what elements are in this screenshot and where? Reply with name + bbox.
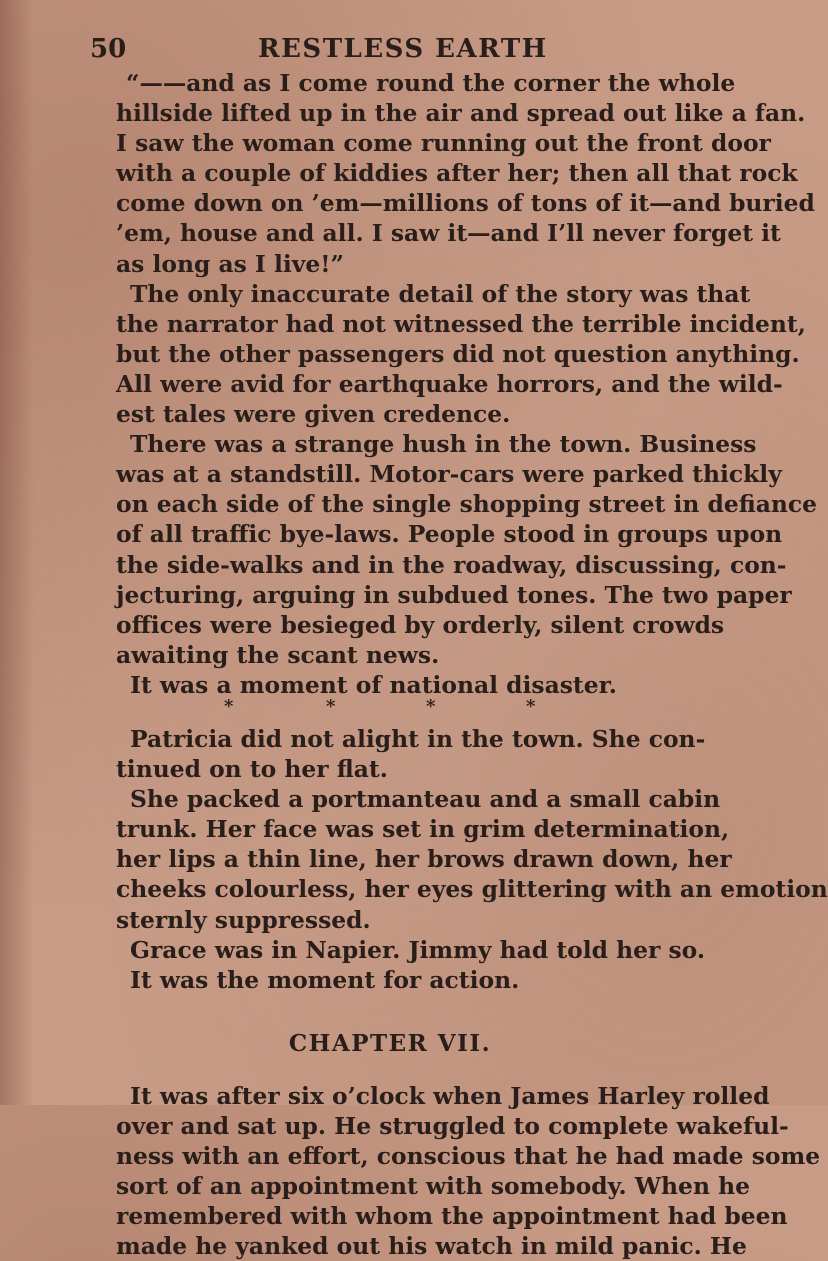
asterisk: *	[326, 695, 336, 717]
text-line: It was the moment for action.	[130, 965, 520, 994]
text-line: There was a strange hush in the town. Business	[130, 430, 757, 459]
text-line: tinued on to her flat.	[116, 755, 388, 784]
page-edge-shadow	[0, 0, 34, 1105]
body-text	[116, 68, 828, 1261]
text-line: was at a standstill. Motor-cars were parked thickly	[116, 460, 782, 489]
chapter-heading: CHAPTER VII.	[288, 1029, 492, 1057]
running-head: RESTLESS EARTH	[258, 34, 548, 64]
text-line: as long as I live!”	[116, 249, 344, 278]
text-line: offices were besieged by orderly, silent crowds	[116, 610, 725, 639]
text-line: ness with an effort, conscious that he had made some	[116, 1142, 821, 1171]
text-line: with a couple of kiddies after her; then all that rock	[116, 159, 798, 188]
text-line: She packed a portmanteau and a small cabin	[130, 785, 721, 814]
text-line: made he yanked out his watch in mild panic. He	[116, 1232, 747, 1261]
text-line: cheeks colourless, her eyes glittering with an emotion	[116, 875, 828, 904]
text-line: Patricia did not alight in the town. She con-	[130, 724, 706, 753]
text-line: Grace was in Napier. Jimmy had told her so.	[130, 935, 705, 964]
text-line: I saw the woman come running out the front door	[116, 129, 771, 158]
text-line: her lips a thin line, her brows drawn down, her	[116, 845, 732, 874]
text-line: awaiting the scant news.	[116, 640, 440, 669]
text-line: sort of an appointment with somebody. When he	[116, 1172, 750, 1201]
text-line: jecturing, arguing in subdued tones. The two paper	[116, 580, 792, 609]
text-line: on each side of the single shopping street in defiance	[116, 490, 818, 519]
page-header	[90, 34, 640, 68]
text-line: trunk. Her face was set in grim determination,	[116, 815, 730, 844]
text-line: of all traffic bye-laws. People stood in groups upon	[116, 520, 783, 549]
text-line: All were avid for earthquake horrors, and the wild-	[116, 369, 783, 398]
text-line: hillside lifted up in the air and spread out like a fan.	[116, 99, 806, 128]
asterisk: *	[224, 695, 234, 717]
text-line: ’em, house and all. I saw it—and I’ll never forget it	[116, 219, 781, 248]
text-line: It was a moment of national disaster.	[130, 670, 617, 699]
text-line: It was after six o’clock when James Harley rolled	[130, 1081, 770, 1110]
text-line: come down on ’em—millions of tons of it—and buried	[116, 189, 815, 218]
text-line: over and sat up. He struggled to complete wakeful-	[116, 1112, 789, 1140]
text-line: but the other passengers did not question anything.	[116, 339, 800, 368]
text-line: “——and as I come round the corner the whole	[126, 69, 736, 97]
text-line: The only inaccurate detail of the story was that	[130, 279, 751, 308]
text-line: remembered with whom the appointment had been	[116, 1202, 788, 1231]
section-break	[116, 695, 684, 724]
text-line: the side-walks and in the roadway, discussing, con-	[116, 550, 787, 579]
text-line: est tales were given credence.	[116, 400, 511, 429]
text-line: the narrator had not witnessed the terrible incident,	[116, 309, 806, 338]
asterisk: *	[426, 695, 436, 717]
asterisk: *	[526, 695, 536, 717]
text-line: sternly suppressed.	[116, 905, 371, 934]
page-number: 50	[90, 34, 127, 64]
